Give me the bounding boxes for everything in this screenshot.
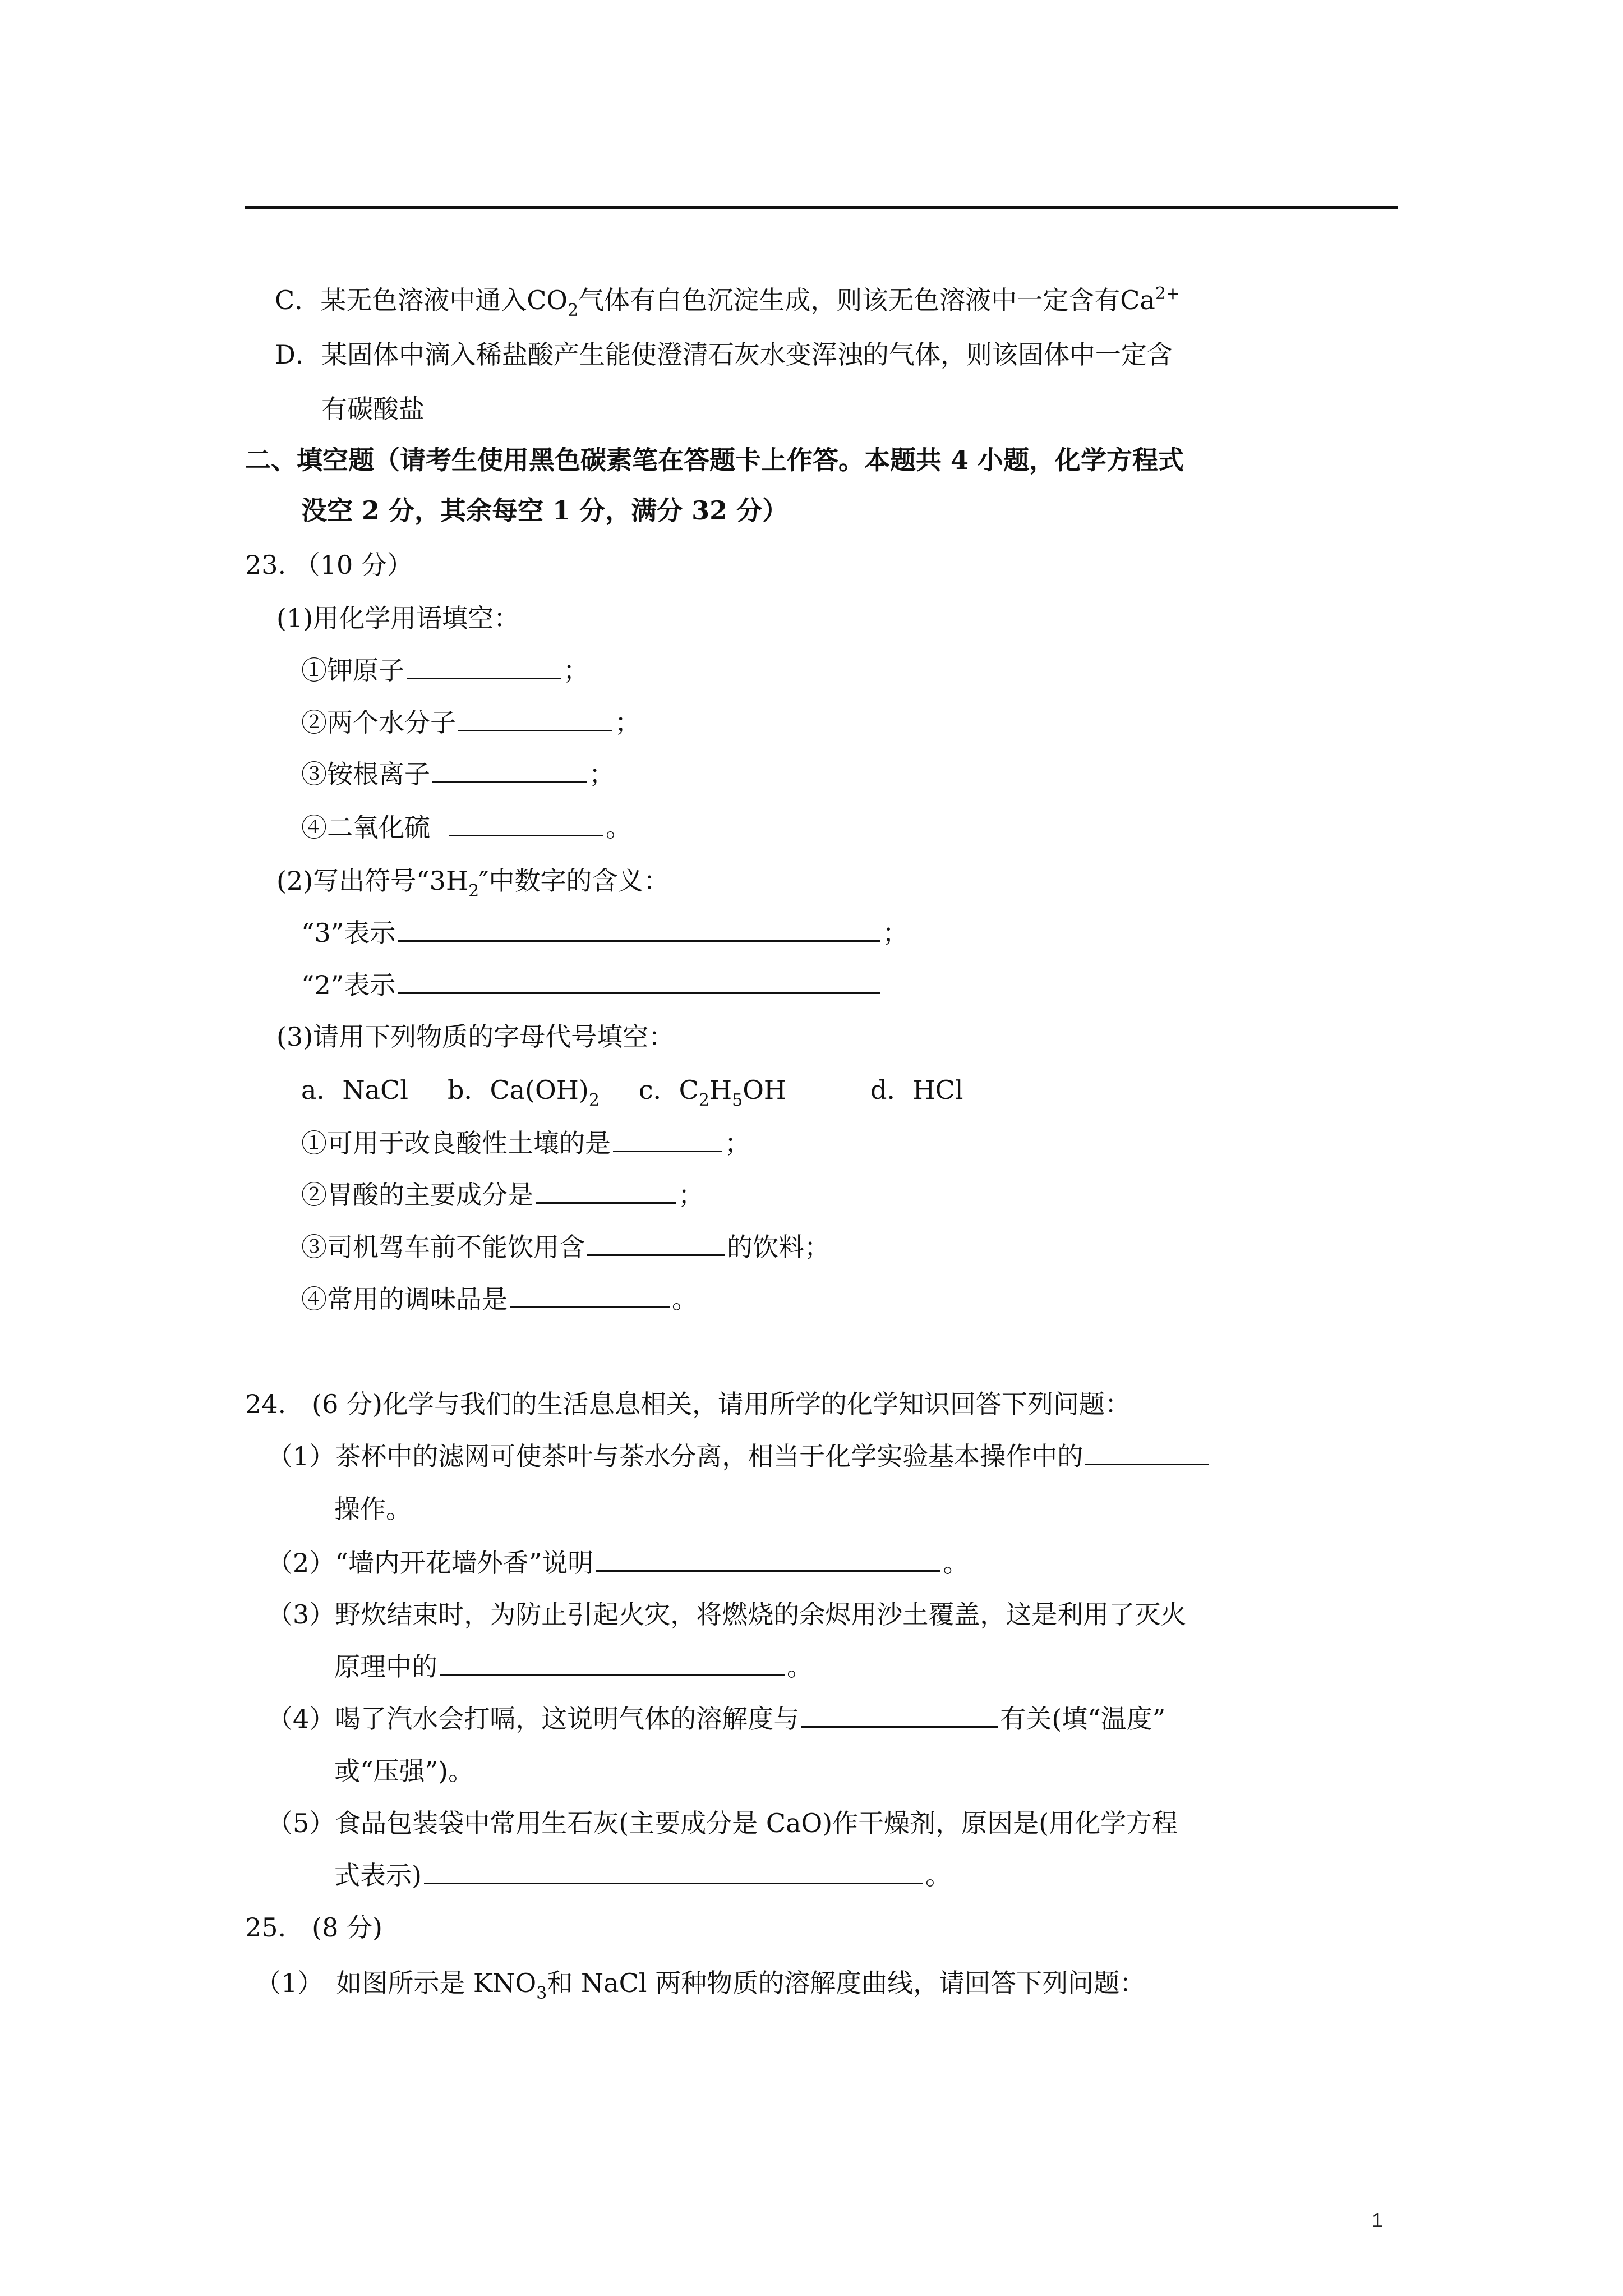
q24-sub2-text: （2）“墙内开花墙外香”说明 bbox=[267, 1548, 594, 1578]
q23-part2-line2-label: “2”表示 bbox=[301, 970, 396, 1000]
option-c-subscript-1: 2 bbox=[698, 1091, 709, 1110]
answer-blank[interactable] bbox=[424, 1860, 923, 1884]
q23-item2-label: ②两个水分子 bbox=[301, 707, 456, 738]
answer-blank[interactable] bbox=[398, 918, 880, 942]
period: 。 bbox=[672, 1284, 698, 1314]
q23-part2-prefix: (2)写出符号“3H bbox=[276, 866, 469, 896]
q23-part2-suffix: ″中数字的含义： bbox=[479, 866, 670, 896]
option-d: d．HCl bbox=[870, 1075, 963, 1105]
answer-blank[interactable] bbox=[407, 656, 561, 679]
q22-option-d-line1: D．某固体中滴入稀盐酸产生能使澄清石灰水变浑浊的气体，则该固体中一定含 bbox=[275, 339, 1173, 370]
answer-blank[interactable] bbox=[440, 1651, 785, 1676]
q24-sub5-line2 bbox=[334, 1858, 951, 1892]
section2-heading-line2: 没空 2 分，其余每空 1 分，满分 32 分） bbox=[301, 495, 789, 526]
option-c bbox=[638, 1075, 787, 1110]
q23-part2-title bbox=[276, 864, 670, 901]
answer-blank[interactable] bbox=[510, 1284, 670, 1308]
answer-blank[interactable] bbox=[587, 1232, 725, 1256]
answer-blank[interactable] bbox=[398, 970, 880, 994]
q23-part1-title: (1)用化学用语填空： bbox=[276, 603, 520, 633]
semicolon: ； bbox=[678, 1180, 704, 1210]
q23-part2-line1-label: “3”表示 bbox=[301, 918, 396, 948]
period: 。 bbox=[787, 1651, 813, 1682]
q23-part3-item1 bbox=[301, 1126, 750, 1160]
q22-option-d-line2: 有碳酸盐 bbox=[321, 394, 425, 424]
answer-blank[interactable] bbox=[432, 759, 587, 783]
q25-part1 bbox=[255, 1966, 1146, 2003]
option-c-formula-mid: H bbox=[709, 1075, 732, 1105]
q24-sub5-text: 式表示) bbox=[334, 1860, 422, 1890]
q23-part2-line2 bbox=[301, 968, 882, 1002]
semicolon: ； bbox=[563, 655, 589, 685]
section2-heading-line1: 二、填空题（请考生使用黑色碳素笔在答题卡上作答。本题共 4 小题，化学方程式 bbox=[245, 445, 1184, 475]
q23-part3-item4 bbox=[301, 1282, 698, 1316]
co2-formula: CO bbox=[527, 285, 568, 315]
q23-part3-item4-label: ④常用的调味品是 bbox=[301, 1284, 508, 1314]
header-rule bbox=[245, 206, 1398, 209]
q23-part3-title: (3)请用下列物质的字母代号填空： bbox=[276, 1022, 675, 1052]
option-b-subscript: 2 bbox=[588, 1091, 600, 1110]
q24-sub4-prefix: （4）喝了汽水会打嗝，这说明气体的溶解度与 bbox=[267, 1704, 800, 1734]
semicolon: ； bbox=[615, 707, 640, 738]
q23-part3-item3 bbox=[301, 1230, 830, 1264]
answer-blank[interactable] bbox=[1085, 1442, 1209, 1465]
q23-header: 23. （10 分） bbox=[245, 550, 413, 580]
q23-item4-label: ④二氧化硫 bbox=[301, 812, 430, 843]
q23-item3-label: ③铵根离子 bbox=[301, 759, 430, 789]
period: 。 bbox=[606, 812, 631, 843]
q22-c-prefix: C．某无色溶液中通入 bbox=[275, 285, 527, 315]
q23-item1-label: ①钾原子 bbox=[301, 655, 404, 685]
q23-part3-item1-label: ①可用于改良酸性土壤的是 bbox=[301, 1128, 611, 1158]
page-number: 1 bbox=[1372, 2208, 1384, 2231]
co2-subscript: 2 bbox=[568, 301, 579, 320]
kno3-subscript: 3 bbox=[536, 1984, 547, 2003]
q23-part3-item2-label: ②胃酸的主要成分是 bbox=[301, 1180, 533, 1210]
option-c-formula-start: c．C bbox=[638, 1075, 699, 1105]
semicolon: ； bbox=[725, 1128, 750, 1158]
h2-subscript: 2 bbox=[468, 881, 479, 901]
period: 。 bbox=[943, 1548, 969, 1578]
period: 。 bbox=[925, 1860, 951, 1890]
q23-part1-item2 bbox=[301, 706, 640, 739]
answer-blank[interactable] bbox=[613, 1128, 722, 1152]
q25-part1-suffix: 和 NaCl 两种物质的溶解度曲线，请回答下列问题： bbox=[547, 1968, 1146, 1998]
option-b bbox=[448, 1075, 600, 1110]
q23-part1-item4 bbox=[301, 811, 631, 844]
q24-header: 24. (6 分)化学与我们的生活息息相关，请用所学的化学知识回答下列问题： bbox=[245, 1389, 1131, 1419]
semicolon: ； bbox=[589, 759, 615, 789]
q25-part1-prefix: （1） 如图所示是 KNO bbox=[255, 1968, 537, 1998]
q23-part3-item3-suffix: 的饮料； bbox=[727, 1232, 830, 1262]
answer-blank[interactable] bbox=[536, 1180, 676, 1204]
q24-sub1-text: （1）茶杯中的滤网可使茶叶与茶水分离，相当于化学实验基本操作中的 bbox=[267, 1441, 1083, 1471]
q24-sub3-text: 原理中的 bbox=[334, 1651, 437, 1682]
q23-part1-item3 bbox=[301, 757, 615, 791]
q24-sub5-line1: （5）食品包装袋中常用生石灰(主要成分是 CaO)作干燥剂，原因是(用化学方程 bbox=[267, 1808, 1178, 1838]
q24-sub4-suffix: 有关(填“温度” bbox=[1000, 1704, 1166, 1734]
answer-blank[interactable] bbox=[458, 707, 612, 731]
q23-part3-item3-label: ③司机驾车前不能饮用含 bbox=[301, 1232, 585, 1262]
q24-sub4-line2: 或“压强”)。 bbox=[334, 1756, 474, 1786]
q22-option-c bbox=[275, 283, 1181, 320]
option-c-subscript-2: 5 bbox=[732, 1091, 743, 1110]
option-c-formula-end: OH bbox=[743, 1075, 787, 1105]
q24-sub3-line1: （3）野炊结束时，为防止引起火灾，将燃烧的余烬用沙土覆盖，这是利用了灭火 bbox=[267, 1599, 1187, 1630]
q24-sub1-line2: 操作。 bbox=[334, 1494, 412, 1524]
q23-part2-line1 bbox=[301, 916, 908, 950]
option-a: a．NaCl bbox=[301, 1075, 409, 1105]
q24-sub1-line1 bbox=[267, 1439, 1211, 1473]
q25-header: 25. (8 分) bbox=[245, 1912, 382, 1943]
q24-sub2 bbox=[267, 1546, 969, 1580]
q23-part3-options bbox=[301, 1073, 963, 1110]
calcium-ion: Ca bbox=[1120, 285, 1155, 315]
q24-sub4-line1 bbox=[267, 1702, 1165, 1736]
answer-blank[interactable] bbox=[449, 812, 603, 836]
q22-c-suffix: 气体有白色沉淀生成，则该无色溶液中一定含有 bbox=[578, 285, 1121, 315]
semicolon: ； bbox=[882, 918, 909, 948]
q24-sub3-line2 bbox=[334, 1650, 813, 1683]
option-b-formula: b．Ca(OH) bbox=[448, 1075, 589, 1105]
answer-blank[interactable] bbox=[596, 1548, 940, 1572]
q23-part1-item1 bbox=[301, 654, 589, 687]
calcium-charge: 2+ bbox=[1155, 284, 1181, 303]
q23-part3-item2 bbox=[301, 1178, 704, 1212]
answer-blank[interactable] bbox=[801, 1704, 998, 1728]
